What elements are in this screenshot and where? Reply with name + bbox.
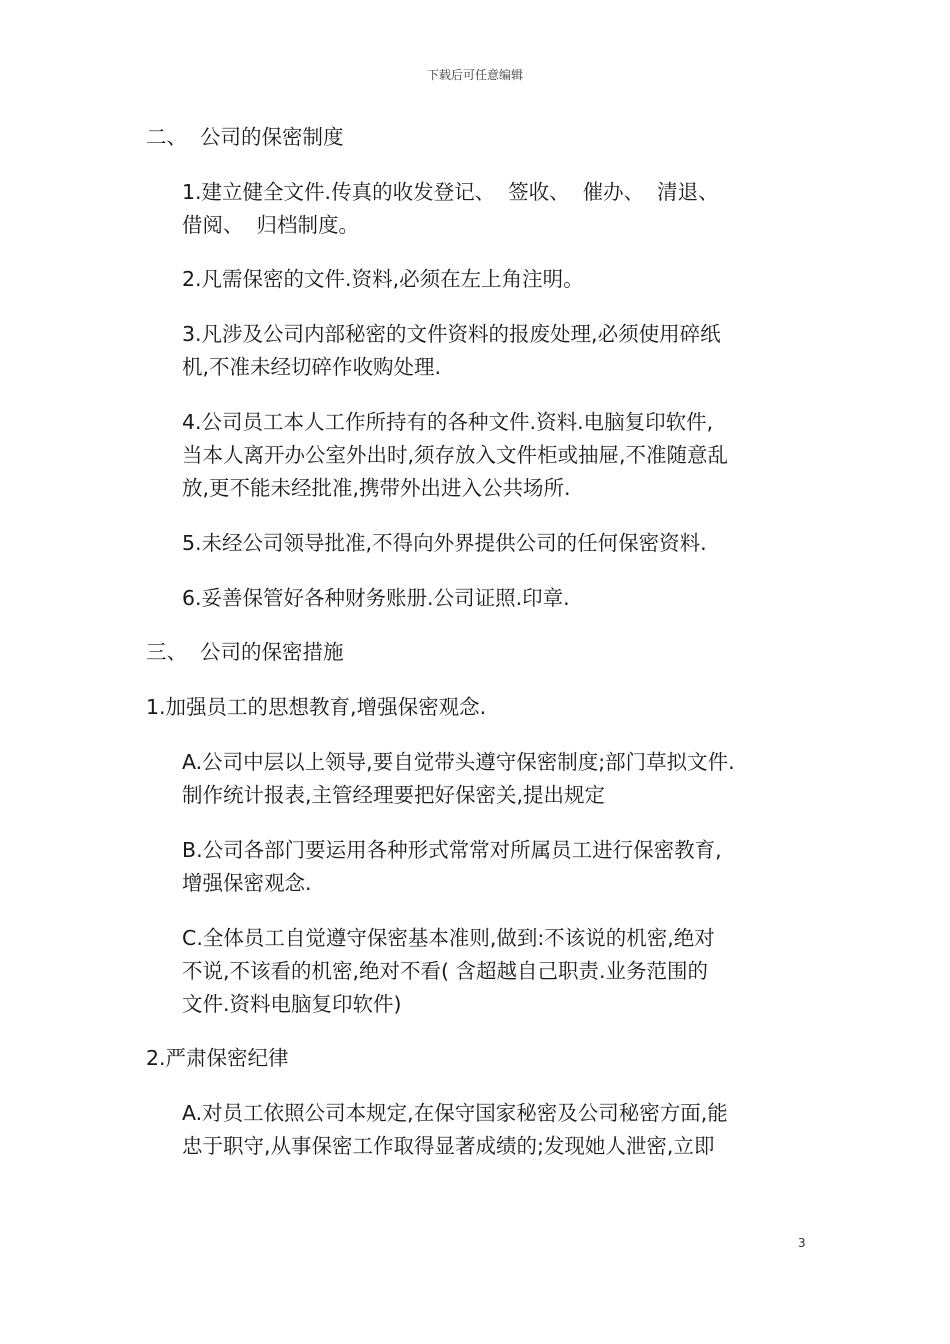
paragraph-2-6: 6.妥善保管好各种财务账册.公司证照.印章.	[182, 586, 570, 610]
section-heading-2: 二、 公司的保密制度	[146, 125, 344, 149]
paragraph-3-2-a: A.对员工依照公司本规定,在保守国家秘密及公司秘密方面,能 忠于职守,从事保密工作取得显著成绩的;发现她人泄密,立即	[182, 1101, 728, 1158]
paragraph-2-2: 2.凡需保密的文件.资料,必须在左上角注明。	[182, 267, 584, 291]
paragraph-2-5: 5.未经公司领导批准,不得向外界提供公司的任何保密资料.	[182, 531, 707, 555]
subsection-heading-3-2: 2.严肃保密纪律	[146, 1046, 289, 1070]
subsection-heading-3-1: 1.加强员工的思想教育,增强保密观念.	[146, 695, 487, 719]
paragraph-2-3: 3.凡涉及公司内部秘密的文件资料的报废处理,必须使用碎纸 机,不准未经切碎作收购处理.	[182, 322, 721, 379]
paragraph-2-4: 4.公司员工本人工作所持有的各种文件.资料.电脑复印软件, 当本人离开办公室外出时,须存放入文件柜或抽屉,不准随意乱 放,更不能未经批准,携带外出进入公共场所.	[182, 410, 729, 500]
paragraph-3-1-c: C.全体员工自觉遵守保密基本准则,做到:不该说的机密,绝对 不说,不该看的机密,绝对不看( 含超越自己职责.业务范围的 文件.资料电脑复印软件)	[182, 926, 715, 1016]
page-header: 下载后可任意编辑	[426, 68, 523, 82]
paragraph-2-1: 1.建立健全文件.传真的收发登记、 签收、 催办、 清退、 借阅、 归档制度。	[182, 180, 719, 237]
paragraph-3-1-a: A.公司中层以上领导,要自觉带头遵守保密制度;部门草拟文件. 制作统计报表,主管经理要把好保密关,提出规定	[182, 750, 735, 807]
page-number: 3	[798, 1236, 806, 1250]
section-heading-3: 三、 公司的保密措施	[146, 640, 344, 664]
paragraph-3-1-b: B.公司各部门要运用各种形式常常对所属员工进行保密教育, 增强保密观念.	[182, 838, 722, 895]
